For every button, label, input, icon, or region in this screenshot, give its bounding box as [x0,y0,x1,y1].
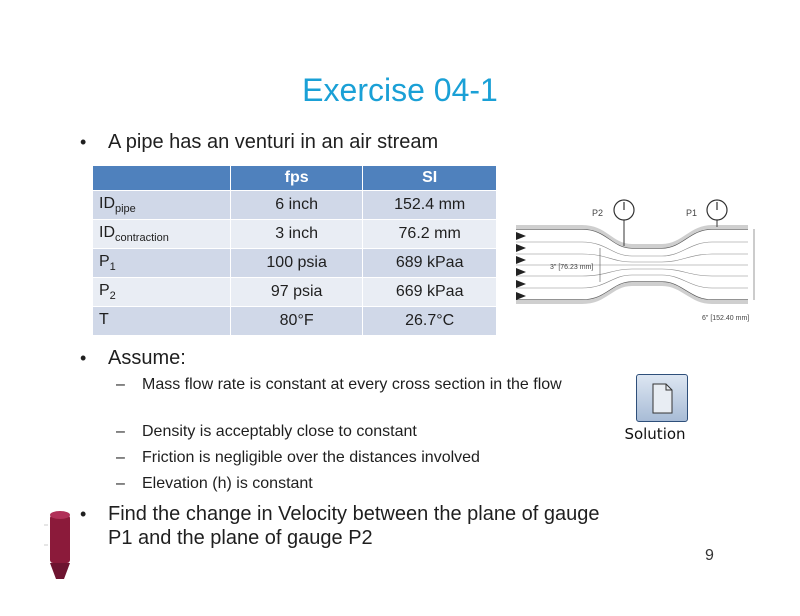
gauge-p2-label: P2 [592,208,604,218]
cell-fps: 100 psia [230,249,362,278]
bullet-text: Assume: [108,347,186,369]
dash-marker: – [116,449,125,466]
table-row [93,249,497,278]
properties-table [92,165,497,336]
page-number: 9 [705,547,714,564]
solution-document-icon[interactable] [636,374,688,422]
cell-si: 152.4 mm [363,191,497,220]
cell-fps: 3 inch [230,220,362,249]
table-row [93,191,497,220]
assumption-item: – Density is acceptably close to constant [116,423,417,440]
table-header-empty [93,166,231,191]
table-header-row [93,166,497,191]
slide-title: Exercise 04-1 [302,72,498,108]
bullet-assume [80,346,186,370]
row-label: $ID_{pipe}$ [93,191,231,220]
row-label: $P_1$ [93,249,231,278]
table-row [93,307,497,336]
table-row [93,220,497,249]
assumption-item: – Friction is negligible over the distances involved [116,449,480,466]
cell-si: 689 kPaa [363,249,497,278]
dash-marker: – [116,475,125,492]
row-label: T [93,307,231,336]
table-header-fps: fps [230,166,362,191]
cell-fps: 97 psia [230,278,362,307]
assumption-item: – Elevation (h) is constant [116,475,313,492]
venturi-diagram [512,192,762,327]
dash-marker: – [116,376,125,393]
cell-si: 669 kPaa [363,278,497,307]
row-label: $ID_{contraction}$ [93,220,231,249]
cell-si: 76.2 mm [363,220,497,249]
gauge-p2-icon [614,200,634,220]
assumption-item: – Mass flow rate is constant at every cross section in the flow [116,376,562,393]
pipe-dimension-label: 6" [152.40 mm] [702,315,750,322]
row-label: $P_2$ [93,278,231,307]
bullet-dot: • [80,132,87,152]
bullet-find [80,502,618,550]
solution-link[interactable]: Solution [624,425,686,443]
cell-fps: 6 inch [230,191,362,220]
cell-si: 26.7°C [363,307,497,336]
gauge-p1-icon [707,200,727,220]
bullet-dot: • [80,348,87,368]
throat-dimension-label: 3" [76.23 mm] [550,264,594,271]
bullet-venturi [80,130,439,154]
bullet-text: Find the change in Velocity between the plane of gauge P1 and the plane of gauge P2 [108,503,600,549]
table-header-si: SI [363,166,497,191]
bullet-dot: • [80,504,87,524]
gauge-p1-label: P1 [686,208,698,218]
cell-fps: 80°F [230,307,362,336]
bullet-text: A pipe has an venturi in an air stream [108,131,439,153]
pipe-logo-icon [40,505,80,583]
table-row [93,278,497,307]
dash-marker: – [116,423,125,440]
